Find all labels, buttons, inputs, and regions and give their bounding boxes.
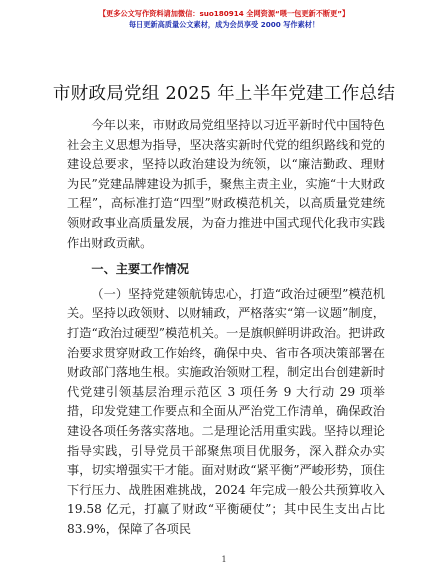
document-body — [67, 116, 385, 539]
promo-banner-line-1: 【更多公文写作资料请加微信：suo180914 全网资源“喂一包更新不断更”】 — [98, 9, 350, 18]
promo-banner — [0, 8, 448, 30]
section-paragraph: （一）坚持党建领航铸忠心，打造“政治过硬型”模范机关。坚持以政领财、以财辅政，严格落实“第一议题”制度，打造“政治过硬型”模范机关。一是旗帜鲜明讲政治。把讲政治要求贯穿财政工作始终，确保中央、省市各项决策部署在财政部门落地生根。实施政治领财工程，制定出台创建新时代党建引领基层治理示范区 3 项任务 9 大行动 29 项举措，印发党建工作要点和全面从严治党工作清单，确保政治建设各项任务落实落地。二是理论活用重实践。坚持以理论指导实践，引导党员干部聚焦项目优服务，深入群众办实事，切实增强实干才能。面对财政“紧平衡”严峻形势，顶住下行压力、战胜困难挑战，2024 年完成一般公共预算收入 19.58 亿元，打赢了财政“平衡硬仗”；其中民生支出占比 83.9%，保障了各项民 — [67, 286, 385, 536]
promo-banner-line-2: 每日更新高质量公文素材，成为会员享受 2000 写作素材！ — [128, 20, 320, 29]
document-title: 市财政局党组 2025 年上半年党建工作总结 — [52, 84, 396, 104]
intro-paragraph: 今年以来，市财政局党组坚持以习近平新时代中国特色社会主义思想为指导，坚决落实新时代党的组织路线和党的建设总要求，坚持以政治建设为统领，以“廉洁勤政、理财为民”党建品牌建设为抓手，聚焦主责主业，实施“十大财政工程”，高标准打造“四型”财政模范机关，以高质量党建统领财政事业高质量发展，为奋力推进中国式现代化我市实践作出财政贡献。 — [67, 118, 385, 250]
section-heading: 一、主要工作情况 — [91, 262, 189, 277]
page-number: 1 — [221, 555, 227, 564]
